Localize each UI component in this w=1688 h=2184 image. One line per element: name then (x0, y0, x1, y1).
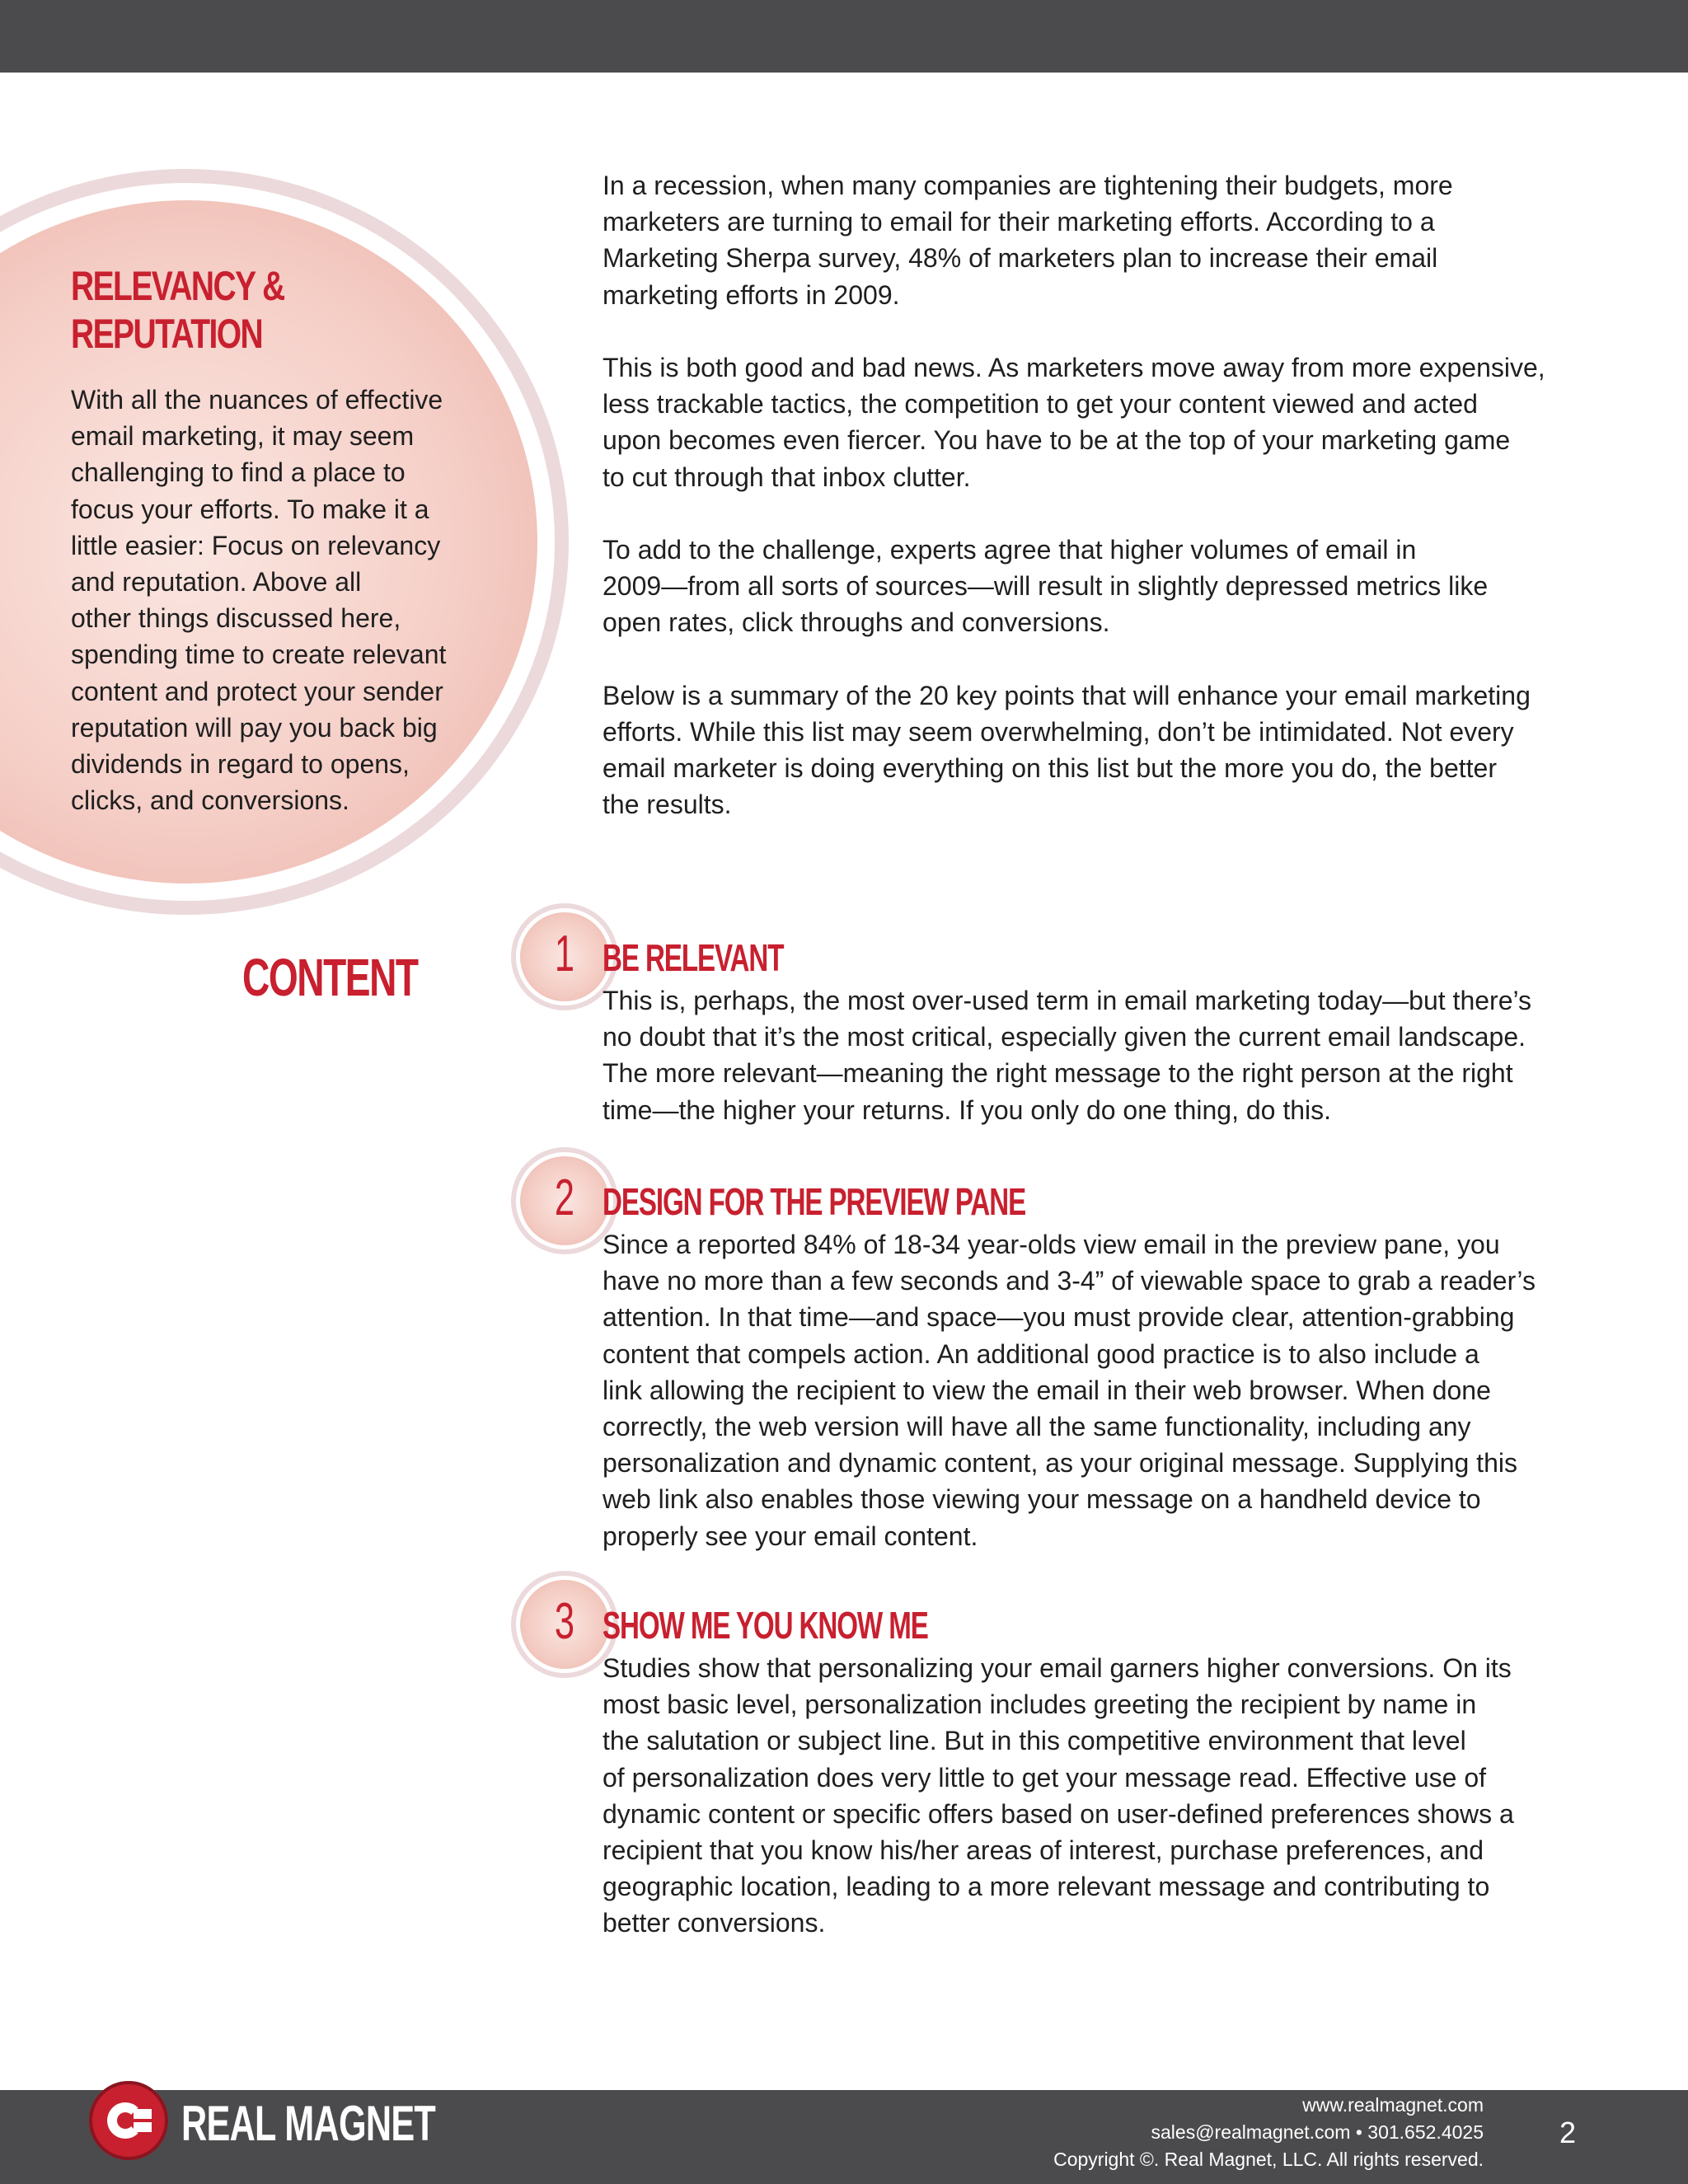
website-link[interactable]: www.realmagnet.com (1302, 2094, 1484, 2116)
section-label: CONTENT (242, 948, 418, 1007)
page-number: 2 (1559, 2116, 1577, 2149)
item-number: 1 (554, 926, 575, 982)
sidebar-title: RELEVANCY & REPUTATION (71, 263, 284, 357)
contact-info[interactable]: sales@realmagnet.com • 301.652.4025 (1151, 2121, 1484, 2143)
item-title: DESIGN FOR THE PREVIEW PANE (603, 1180, 1026, 1223)
intro-text (603, 167, 1608, 860)
brand-name: REAL MAGNET (181, 2096, 436, 2151)
item-body: Since a reported 84% of 18-34 year-olds view email in the preview pane, you have no more than a few seconds and 3-4” of viewable space to grab a reader’s attention. In that time—and space—you must provide clear, attention-grabbing content that compels action. An additional good practice is to also include a link allowing the recipient to view the email in their web browser. When done correctly, the web version will have all the same functionality, including any personalization and dynamic content, as your original message. Supplying this web link also enables those viewing your message on a handheld device to properly see your email content. (603, 1230, 1536, 1551)
item-number: 2 (554, 1169, 575, 1226)
item-body: This is, perhaps, the most over-used term in email marketing today—but there’s no doubt that it’s the most critical, especially given the current email landscape. The more relevant—meaning the right message to the right person at the right time—the higher your returns. If you only do one thing, do this. (603, 986, 1532, 1125)
item-title: BE RELEVANT (603, 936, 784, 979)
item-body: Studies show that personalizing your email garners higher conversions. On its most basic level, personalization includes greeting the recipient by name in the salutation or subject line. But in this competitive environment that level of personalization does very little to get your message read. Effective use of dynamic content or specific offers based on user-defined preferences shows a recipient that you know his/her areas of interest, purchase preferences, and geographic location, leading to a more relevant message and contributing to better conversions. (603, 1653, 1514, 1938)
footer-contact (824, 2092, 1484, 2173)
sidebar-body: With all the nuances of effective email marketing, it may seem challenging to find a place to focus your efforts. To make it a little easier: Focus on relevancy and reputation. Above all other things discussed here, spending time to create relevant content and protect your sender reputation will pay you back big dividends in regard to opens, clicks, and conversions. (71, 385, 447, 816)
intro-paragraph: In a recession, when many companies are tightening their budgets, more marketers are turning to email for their marketing efforts. According to a Marketing Sherpa survey, 48% of marketers plan to increase their email marketing efforts in 2009. (603, 171, 1453, 310)
copyright: Copyright ©. Real Magnet, LLC. All rights reserved. (1053, 2149, 1484, 2170)
intro-paragraph: To add to the challenge, experts agree that higher volumes of email in 2009—from all sorts of sources—will result in slightly depressed metrics like open rates, click throughs and conversions. (603, 535, 1489, 638)
item-title: SHOW ME YOU KNOW ME (603, 1604, 928, 1647)
real-magnet-logo-icon (89, 2081, 168, 2160)
header-bar (0, 0, 1688, 73)
intro-paragraph: Below is a summary of the 20 key points that will enhance your email marketing efforts. While this list may seem overwhelming, don’t be intimidated. Not every email marketer is doing everything on this list but the more you do, the better the results. (603, 680, 1531, 820)
intro-paragraph: This is both good and bad news. As marketers move away from more expensive, less trackable tactics, the competition to get your content viewed and acted upon becomes even fiercer. You have to be at the top of your marketing game to cut through that inbox clutter. (603, 353, 1545, 492)
item-number: 3 (554, 1593, 575, 1650)
